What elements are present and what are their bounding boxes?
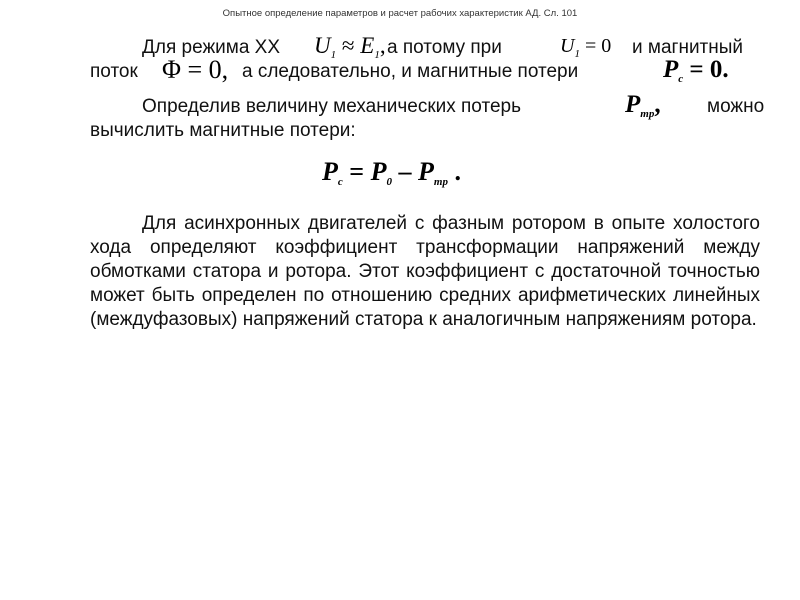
text-flux: поток — [90, 61, 138, 82]
text-and-magnetic: и магнитный — [632, 37, 744, 58]
eq-minus: – — [398, 157, 412, 186]
formula-u1-zero — [560, 35, 611, 58]
text-determining: Определив величину механических потерь — [142, 96, 521, 117]
formula-pc-subscript: c — [678, 73, 684, 85]
formula-ptr — [625, 91, 661, 119]
formula-pc-eq-zero: = 0. — [689, 56, 729, 83]
eq-p0-subscript: 0 — [386, 176, 392, 188]
formula-ptr-comma: , — [654, 91, 661, 118]
eq-ptr-subscript: тр — [433, 176, 448, 188]
eq-ptr-p: P — [418, 157, 434, 186]
text-consequently: а следовательно, и магнитные потери — [242, 61, 579, 82]
formula-u1-subscript: 1 — [574, 48, 580, 60]
formula-phi-eq-zero: = 0, — [187, 55, 229, 84]
formula-phi-symbol: Φ — [162, 55, 182, 84]
formula-u-symbol: U — [314, 33, 331, 58]
text-therefore: а потому при — [387, 37, 502, 58]
formula-u1-approx-e1 — [314, 33, 386, 59]
formula-u-subscript: 1 — [330, 49, 337, 61]
slide-header: Опытное определение параметров и расчет рабочих характеристик АД. Сл. 101 — [222, 8, 578, 19]
eq-pc-subscript: c — [337, 176, 343, 188]
formula-comma: , — [379, 33, 386, 58]
formula-approx-symbol: ≈ — [341, 33, 355, 58]
formula-e-subscript: 1 — [374, 49, 380, 61]
formula-e-symbol: E — [360, 33, 375, 58]
formula-u1-eq-zero: = 0 — [584, 35, 612, 57]
text-mode-xx: Для режима ХХ — [142, 37, 281, 58]
formula-u1-symbol: U — [560, 35, 575, 57]
formula-phi-zero — [162, 55, 228, 85]
eq-p0-p: P — [370, 157, 387, 186]
eq-dot: . — [454, 157, 461, 186]
formula-pc-zero — [663, 56, 729, 84]
eq-pc-p: P — [322, 157, 338, 186]
text-can: можно — [707, 96, 765, 117]
formula-pc-p: P — [663, 56, 679, 83]
text-compute-magnetic-losses: вычислить магнитные потери: — [90, 120, 356, 141]
formula-ptr-p: P — [625, 91, 641, 118]
paragraph-phase-rotor: Для асинхронных двигателей с фазным ротором в опыте холостого хода определяют коэффициент трансформации напряжений между обмотками статора и ротора. Этот коэффициент с достаточной точностью может быть определен по отношению средних арифметических линейных (междуфазовых) напряжений статора к аналогичным напряжениям ротора. — [90, 213, 760, 330]
eq-equals: = — [349, 157, 365, 186]
equation-pc — [322, 157, 461, 187]
formula-ptr-subscript: тр — [640, 108, 655, 120]
